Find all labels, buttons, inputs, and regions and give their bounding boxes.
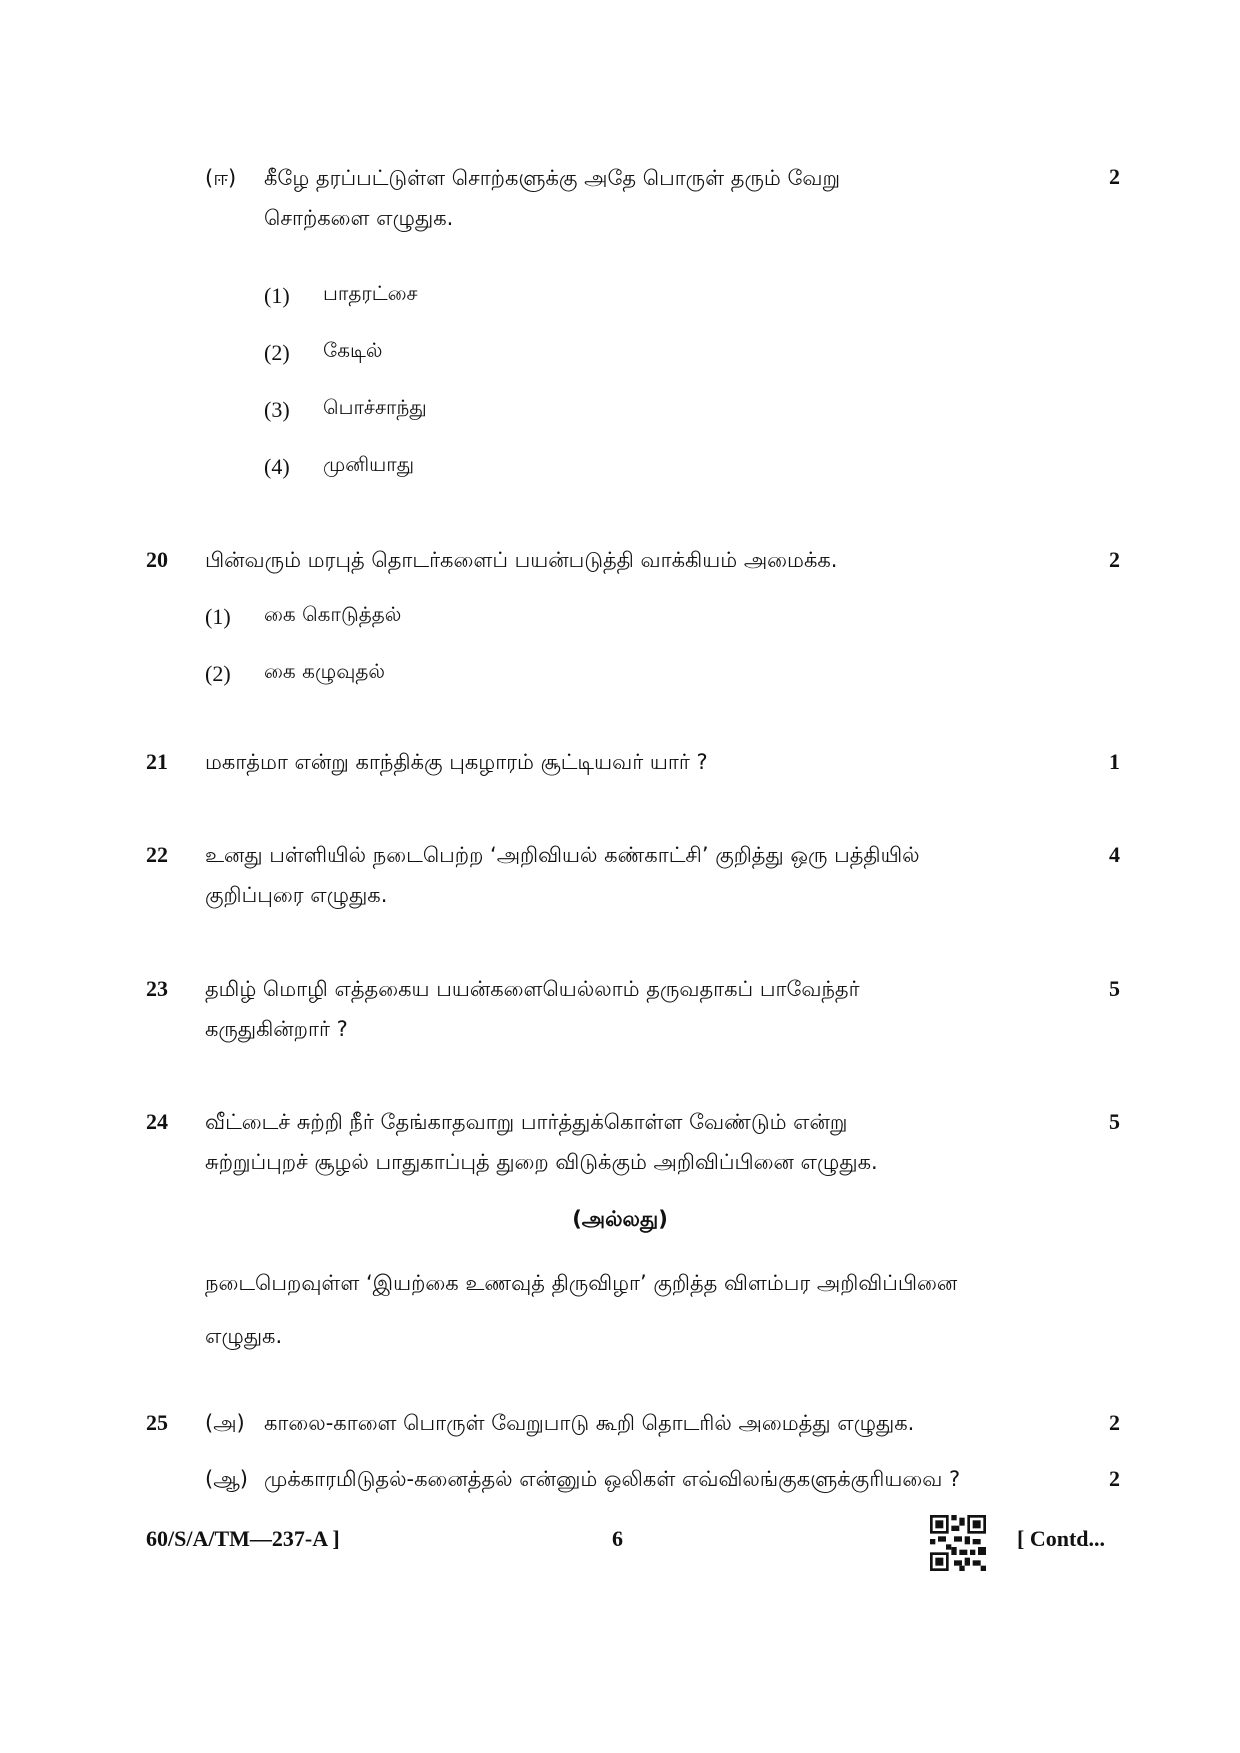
q21-number: 21: [146, 749, 168, 774]
q24-alt-text-line2: எழுதுக.: [205, 1324, 283, 1348]
q25b-marks: 2: [1109, 1466, 1120, 1491]
q19e-text-line1: கீழே தரப்பட்டுள்ள சொற்களுக்கு அதே பொருள் தரும் வேறு: [264, 166, 841, 190]
q25a-text: காலை-காளை பொருள் வேறுபாடு கூறி தொடரில் அமைத்து எழுதுக.: [264, 1411, 915, 1435]
q20-item-1-num: (1): [205, 604, 231, 629]
q19e-text-line2: சொற்களை எழுதுக.: [264, 206, 454, 230]
q25b-text: முக்காரமிடுதல்-கனைத்தல் என்னும் ஒலிகள் எவ்விலங்குகளுக்குரியவை ?: [264, 1467, 961, 1491]
q24-text-line2: சுற்றுப்புறச் சூழல் பாதுகாப்புத் துறை விடுக்கும் அறிவிப்பினை எழுதுக.: [205, 1150, 878, 1174]
continued-label: [ Contd...: [1017, 1526, 1106, 1551]
q22-text-line1: உனது பள்ளியில் நடைபெற்ற ‘அறிவியல் கண்காட்சி’ குறித்து ஒரு பத்தியில்: [205, 843, 920, 867]
page-number: 6: [612, 1526, 623, 1551]
q19e-item-4-num: (4): [264, 454, 290, 479]
q22-marks: 4: [1109, 842, 1120, 867]
q24-marks: 5: [1109, 1109, 1120, 1134]
q21-marks: 1: [1109, 749, 1120, 774]
q19e-label: (ஈ): [205, 166, 237, 190]
q23-marks: 5: [1109, 976, 1120, 1001]
q25-number: 25: [146, 1410, 168, 1435]
q25a-label: (அ): [205, 1411, 245, 1435]
q23-text-line1: தமிழ் மொழி எத்தகைய பயன்களையெல்லாம் தருவதாகப் பாவேந்தர்: [205, 977, 860, 1001]
q23-text-line2: கருதுகின்றார் ?: [205, 1017, 348, 1041]
q22-number: 22: [146, 842, 168, 867]
q20-item-1-text: கை கொடுத்தல்: [264, 602, 402, 626]
q19e-item-4-text: முனியாது: [323, 452, 415, 476]
q19e-marks: 2: [1109, 164, 1120, 189]
q19e-item-2-text: கேடில்: [323, 338, 383, 362]
paper-code: 60/S/A/TM—237-A ]: [146, 1526, 340, 1551]
q20-item-2-num: (2): [205, 661, 231, 686]
q19e-item-3-text: பொச்சாந்து: [323, 395, 427, 419]
q24-alt-text-line1: நடைபெறவுள்ள ‘இயற்கை உணவுத் திருவிழா’ குறித்த விளம்பர அறிவிப்பினை: [205, 1271, 958, 1295]
q19e-item-3-num: (3): [264, 397, 290, 422]
q25b-label: (ஆ): [205, 1467, 248, 1491]
q25a-marks: 2: [1109, 1410, 1120, 1435]
q21-text: மகாத்மா என்று காந்திக்கு புகழாரம் சூட்டியவர் யார் ?: [205, 750, 708, 774]
q24-text-line1: வீட்டைச் சுற்றி நீர் தேங்காதவாறு பார்த்துக்கொள்ள வேண்டும் என்று: [205, 1110, 848, 1134]
q20-number: 20: [146, 547, 168, 572]
q23-number: 23: [146, 976, 168, 1001]
q24-number: 24: [146, 1109, 168, 1134]
q20-text: பின்வரும் மரபுத் தொடர்களைப் பயன்படுத்தி வாக்கியம் அமைக்க.: [205, 548, 838, 572]
or-separator: (அல்லது): [572, 1207, 668, 1231]
q19e-item-1-text: பாதரட்சை: [323, 281, 418, 305]
q19e-item-1-num: (1): [264, 283, 290, 308]
q22-text-line2: குறிப்புரை எழுதுக.: [205, 883, 388, 907]
q19e-item-2-num: (2): [264, 340, 290, 365]
q20-item-2-text: கை கழுவுதல்: [264, 659, 386, 683]
qr-code-icon: [930, 1515, 986, 1571]
q20-marks: 2: [1109, 547, 1120, 572]
